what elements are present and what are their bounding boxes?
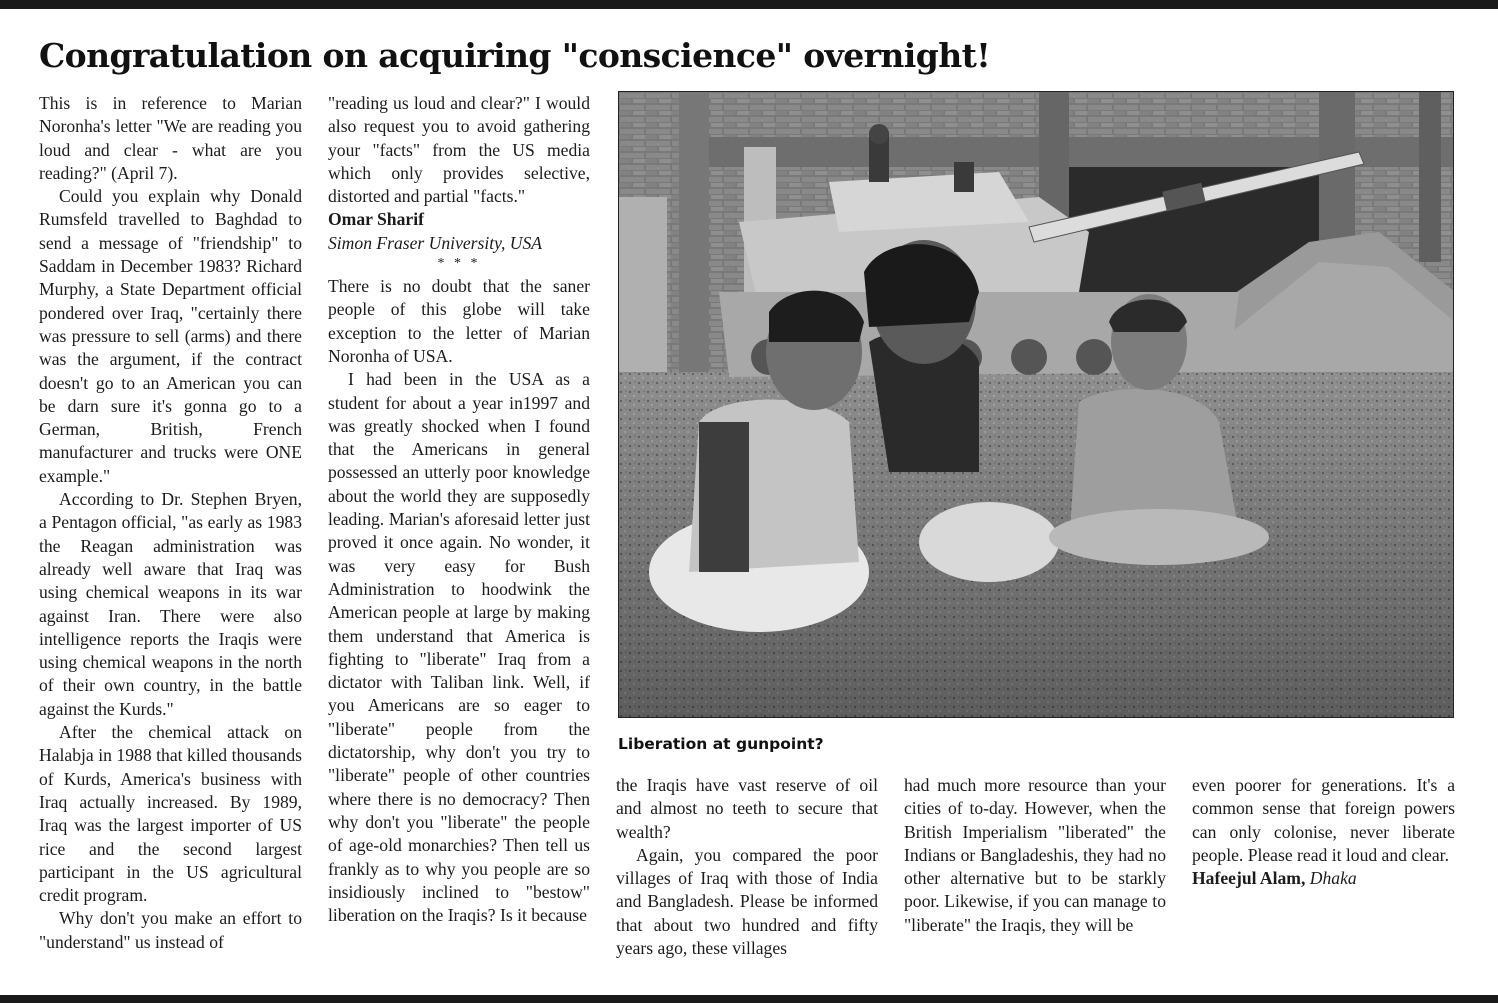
paragraph: Again, you compared the poor villages of Iraq with those of India and Bangladesh. Please be informed that about two hundred and fifty years ago, these villages xyxy=(616,844,878,959)
photo-caption: Liberation at gunpoint? xyxy=(618,735,824,753)
letter1-affiliation: Simon Fraser University, USA xyxy=(328,232,543,253)
column-2 xyxy=(328,92,590,927)
column-5 xyxy=(1192,774,1455,890)
top-rule xyxy=(0,0,1498,9)
column-4 xyxy=(904,774,1166,937)
paragraph: According to Dr. Stephen Bryen, a Pentagon official, "as early as 1983 the Reagan administration was already well aware that Iraq was using chemical weapons in its war against Iran. There were also intelligence reports the Iraqis were using chemical weapons in the north of their own country, in the battle against the Kurds." xyxy=(39,489,302,719)
column-1 xyxy=(39,92,302,954)
paragraph: even poorer for generations. It's a common sense that foreign powers can only colonise, never liberate people. Please read it loud and clear. xyxy=(1192,775,1455,865)
paragraph: This is in reference to Marian Noronha's letter "We are reading you loud and clear - what are you reading?" (April 7). xyxy=(39,93,302,183)
column-3 xyxy=(616,774,878,960)
separator: * * * xyxy=(437,256,481,272)
letter2-author: Hafeejul Alam, xyxy=(1192,868,1306,889)
headline: Congratulation on acquiring "conscience" overnight! xyxy=(39,36,991,75)
news-photo xyxy=(618,91,1454,718)
paragraph: "reading us loud and clear?" I would also request you to avoid gathering your "facts" from the US media which only provides selective, distorted and partial "facts." xyxy=(328,93,590,207)
paragraph: Why don't you make an effort to "understand" us instead of xyxy=(39,908,302,952)
paragraph: I had been in the USA as a student for about a year in1997 and was greatly shocked when I found that the Americans in general possessed an utterly poor knowledge about the world they are supposedly leading. Marian's aforesaid letter just proved it once again. No wonder, it was very easy for Bush Administration to hoodwink the American people at large by making them understand that America is fighting to "liberate" Iraq from a dictator with Taliban link. Well, if you Americans are so eager to "liberate" people from the dictatorship, why don't you try to "liberate" people of other countries where there is no democracy? Then why don't you "liberate" the people of age-old monarchies? Then tell us frankly as to why you people are so insidiously inclined to "bestow" liberation on the Iraqis? Is it because xyxy=(328,369,590,926)
bottom-rule xyxy=(0,995,1498,1003)
paragraph: the Iraqis have vast reserve of oil and almost no teeth to secure that wealth? xyxy=(616,775,878,842)
paragraph: had much more resource than your cities of to-day. However, when the British Imperialism "liberated" the Indians or Bangladeshis, they had no other alternative but to be starkly poor. Likewise, if you can manage to "liberate" the Iraqis, they will be xyxy=(904,775,1166,935)
letter2-location: Dhaka xyxy=(1309,868,1357,889)
paragraph: After the chemical attack on Halabja in 1988 that killed thousands of Kurds, America's business with Iraq actually increased. By 1989, Iraq was the largest importer of US rice and the second largest participant in the US agricultural credit program. xyxy=(39,722,302,906)
letter2-signature xyxy=(1192,867,1455,890)
letter1-author: Omar Sharif xyxy=(328,209,424,230)
paragraph: Could you explain why Donald Rumsfeld travelled to Baghdad to send a message of "friendship" to Saddam in December 1983? Richard Murphy, a State Department official pondered over Iraq, "certainly there was pressure to sell (arms) and there was the argument, if the contract doesn't go to an American you can be darn sure it's gonna go to a German, British, French manufacturer and trucks were ONE example." xyxy=(39,186,302,486)
paragraph: There is no doubt that the saner people of this globe will take exception to the letter of Marian Noronha of USA. xyxy=(328,276,590,366)
